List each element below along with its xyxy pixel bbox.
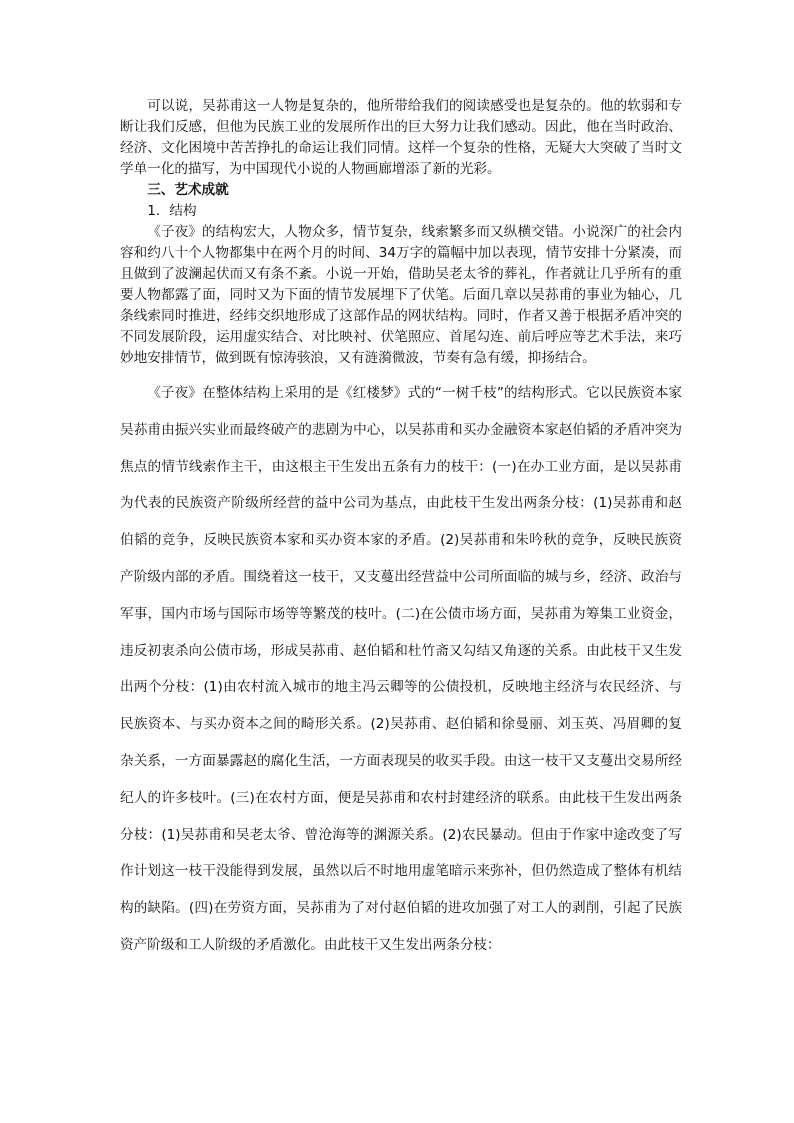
paragraph-one-tree-thousand-branches: 《子夜》在整体结构上采用的是《红楼梦》式的“一树千枝”的结构形式。它以民族资本家吴荪甫由振兴实业而最终破产的悲剧为中心，以吴荪甫和买办金融资本家赵伯韬的矛盾冲突为焦点的情节线索作主干，由这根主干生发出五条有力的枝干：(一)在办工业方面，是以吴荪甫为代表的民族资产阶级所经营的益中公司为基点，由此枝干生发出两条分枝：(1)吴荪甫和赵伯韬的竞争，反映民族资本家和买办资本家的矛盾。(2)吴荪甫和朱吟秋的竞争，反映民族资产阶级内部的矛盾。围绕着这一枝干，又支蔓出经营益中公司所面临的城与乡，经济、政治与军事，国内市场与国际市场等等繁茂的枝叶。(二)在公债市场方面，吴荪甫为筹集工业资金，违反初衷杀向公债市场，形成吴荪甫、赵伯韬和杜竹斋又勾结又角逐的关系。由此枝干又生发出两个分枝：(1)由农村流入城市的地主冯云卿等的公债投机，反映地主经济与农民经济、与民族资本、与买办资本之间的畸形关系。(2)吴荪甫、赵伯韬和徐曼丽、刘玉英、冯眉卿的复杂关系，一方面暴露赵的腐化生活，一方面表现吴的收买手段。由这一枝干又支蔓出交易所经纪人的许多枝叶。(三)在农村方面，便是吴荪甫和农村封建经济的联系。由此枝干生发出两条分枝：(1)吴荪甫和吴老太爷、曾沧海等的渊源关系。(2)农民暴动。但由于作家中途改变了写作计划这一枝干没能得到发展，虽然以后不时地用虚笔暗示来弥补，但仍然造成了整体有机结构的缺陷。(四)在劳资方面，吴荪甫为了对付赵伯韬的进攻加强了对工人的剥削，引起了民族资产阶级和工人阶级的矛盾激化。由此枝干又生发出两条分枝： [120,385,682,953]
section-heading-art-achievement: 三、艺术成就 [147,182,229,198]
document-page [120,96,682,964]
section-tree-structure [120,375,682,964]
paragraph-structure: 《子夜》的结构宏大，人物众多，情节复杂，线索繁多而又纵横交错。小说深广的社会内容和约八十个人物都集中在两个月的时间、34万字的篇幅中加以表现，情节安排十分紧凑，而且做到了波澜起伏而又有条不紊。小说一开始，借助吴老太爷的葬礼，作者就让几乎所有的重要人物都露了面，同时又为下面的情节发展埋下了伏笔。后面几章以吴荪甫的事业为轴心，几条线索同时推进，经纬交织地形成了这部作品的网状结构。同时，作者又善于根据矛盾冲突的不同发展阶段，运用虚实结合、对比映衬、伏笔照应、首尾勾连、前后呼应等艺术手法，来巧妙地安排情节，做到既有惊涛骇浪，又有涟漪微波，节奏有急有缓，抑扬结合。 [120,224,682,366]
subheading-structure: 1．结构 [147,203,197,219]
section-character-and-structure [120,96,682,369]
paragraph-character-summary: 可以说，吴荪甫这一人物是复杂的，他所带给我们的阅读感受也是复杂的。他的软弱和专断让我们反感，但他为民族工业的发展所作出的巨大努力让我们感动。因此，他在当时政治、经济、文化困境中苦苦挣扎的命运让我们同情。这样一个复杂的性格，无疑大大突破了当时文学单一化的描写，为中国现代小说的人物画廊增添了新的光彩。 [120,98,682,177]
